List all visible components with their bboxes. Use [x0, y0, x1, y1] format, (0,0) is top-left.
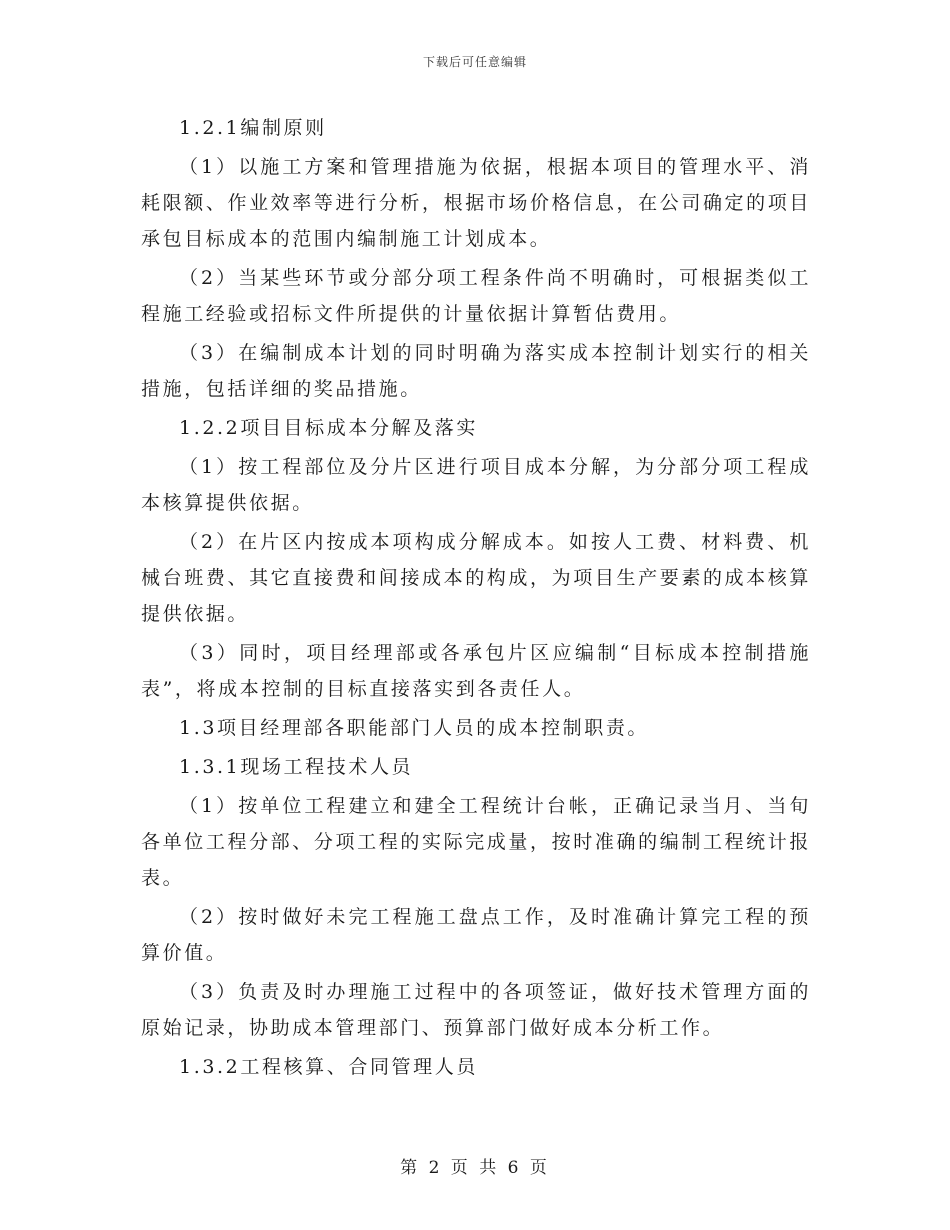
- section-heading-1-3-2: 1.3.2工程核算、合同管理人员: [179, 1056, 478, 1078]
- document-body: [141, 110, 811, 1088]
- paragraph: （3）同时，项目经理部或各承包片区应编制“目标成本控制措施表”，将成本控制的目标直接落实到各责任人。: [141, 642, 811, 700]
- paragraph: （1）以施工方案和管理措施为依据，根据本项目的管理水平、消耗限额、作业效率等进行分析，根据市场价格信息，在公司确定的项目承包目标成本的范围内编制施工计划成本。: [141, 156, 811, 250]
- paragraph: （1）按工程部位及分片区进行项目成本分解，为分部分项工程成本核算提供依据。: [141, 456, 811, 514]
- section-heading-1-2-2: 1.2.2项目目标成本分解及落实: [179, 417, 478, 439]
- page-header: 下载后可任意编辑: [422, 55, 527, 69]
- paragraph: （1）按单位工程建立和建全工程统计台帐，正确记录当月、当旬各单位工程分部、分项工程的实际完成量，按时准确的编制工程统计报表。: [141, 795, 811, 889]
- paragraph: （3）负责及时办理施工过程中的各项签证，做好技术管理方面的原始记录，协助成本管理部门、预算部门做好成本分析工作。: [141, 981, 811, 1039]
- section-heading-1-2-1: 1.2.1编制原则: [179, 117, 327, 139]
- page-footer: 第 2 页 共 6 页: [400, 1158, 550, 1178]
- section-heading-1-3-1: 1.3.1现场工程技术人员: [179, 756, 414, 778]
- section-heading-1-3: 1.3项目经理部各职能部门人员的成本控制职责。: [179, 717, 650, 739]
- paragraph: （2）在片区内按成本项构成分解成本。如按人工费、材料费、机械台班费、其它直接费和间接成本的构成，为项目生产要素的成本核算提供依据。: [141, 531, 811, 625]
- paragraph: （3）在编制成本计划的同时明确为落实成本控制计划实行的相关措施，包括详细的奖品措施。: [141, 342, 811, 400]
- paragraph: （2）当某些环节或分部分项工程条件尚不明确时，可根据类似工程施工经验或招标文件所提供的计量依据计算暂估费用。: [141, 267, 811, 325]
- paragraph: （2）按时做好未完工程施工盘点工作，及时准确计算完工程的预算价值。: [141, 906, 811, 964]
